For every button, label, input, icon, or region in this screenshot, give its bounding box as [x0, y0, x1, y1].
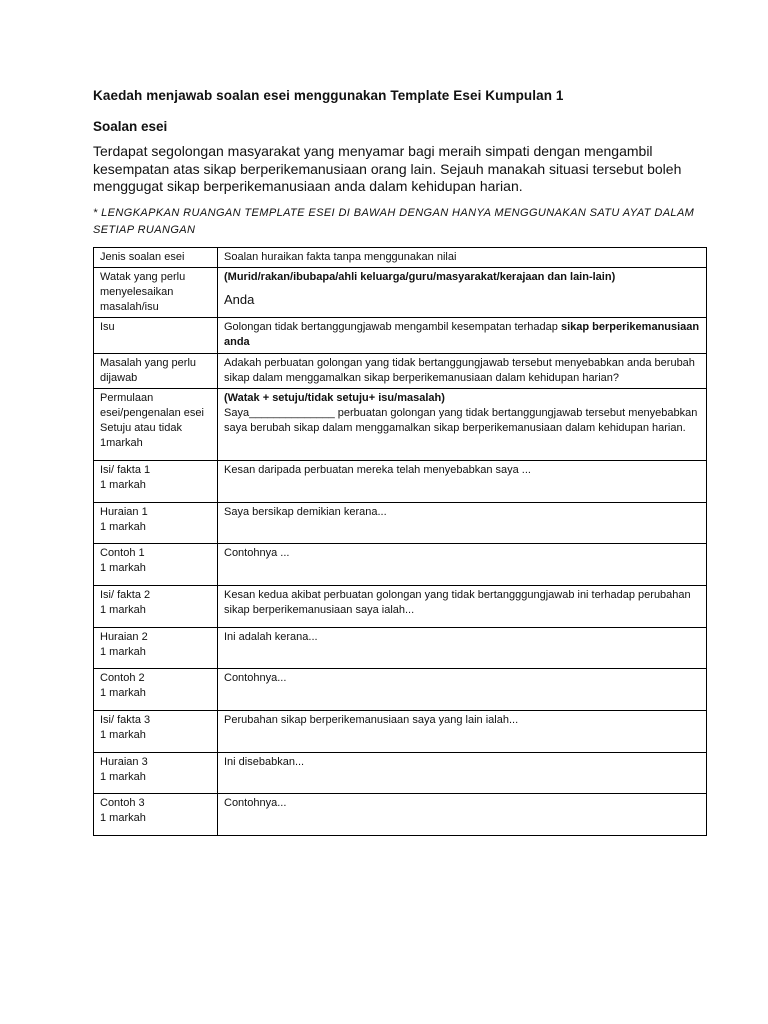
- table-row: [94, 318, 707, 354]
- row-label: [94, 669, 218, 711]
- row-content: [218, 318, 707, 354]
- row-label: Isu: [94, 318, 218, 354]
- table-row: [94, 669, 707, 711]
- row-content: Kesan daripada perbuatan mereka telah menyebabkan saya ...: [218, 461, 707, 503]
- row-label: Watak yang perlu menyelesaikan masalah/isu: [94, 268, 218, 318]
- row-content-extra: Anda: [224, 292, 255, 307]
- row-label-line: Isi/ fakta 2: [100, 589, 151, 601]
- row-content: [218, 268, 707, 318]
- row-content: Contohnya ...: [218, 544, 707, 586]
- row-content: Kesan kedua akibat perbuatan golongan yang tidak bertangggungjawab ini terhadap perubahan sikap berperikemanusiaan saya ialah...: [218, 586, 707, 628]
- table-row: [94, 503, 707, 544]
- table-row: [94, 628, 707, 669]
- row-content: Perubahan sikap berperikemanusiaan saya yang lain ialah...: [218, 711, 707, 753]
- row-label-line: Permulaan esei/pengenalan esei: [100, 392, 204, 419]
- table-row: [94, 586, 707, 628]
- table-row: [94, 753, 707, 794]
- row-content: [218, 389, 707, 461]
- section-heading: Soalan esei: [93, 119, 168, 134]
- row-mark: 1 markah: [100, 562, 146, 574]
- row-content-bold: (Watak + setuju/tidak setuju+ isu/masalah): [224, 392, 445, 404]
- row-label: [94, 544, 218, 586]
- row-label-line: 1markah: [100, 437, 143, 449]
- row-content: Contohnya...: [218, 794, 707, 836]
- row-content: Ini disebabkan...: [218, 753, 707, 794]
- row-label-line: Huraian 3: [100, 756, 148, 768]
- row-mark: 1 markah: [100, 646, 146, 658]
- row-label-line: Setuju atau tidak: [100, 422, 182, 434]
- table-row: [94, 461, 707, 503]
- row-label: [94, 711, 218, 753]
- table-row: [94, 389, 707, 461]
- row-label-line: Contoh 1: [100, 547, 145, 559]
- row-content: Soalan huraikan fakta tanpa menggunakan nilai: [218, 248, 707, 268]
- row-label: [94, 794, 218, 836]
- row-label: Jenis soalan esei: [94, 248, 218, 268]
- instruction-note: * LENGKAPKAN RUANGAN TEMPLATE ESEI DI BAWAH DENGAN HANYA MENGGUNAKAN SATU AYAT DALAM SETIAP RUANGAN: [93, 207, 695, 236]
- page-title: Kaedah menjawab soalan esei menggunakan Template Esei Kumpulan 1: [93, 88, 564, 103]
- row-mark: 1 markah: [100, 729, 146, 741]
- row-mark: 1 markah: [100, 812, 146, 824]
- row-label-line: Huraian 2: [100, 631, 148, 643]
- table-row: [94, 794, 707, 836]
- essay-question: Terdapat segolongan masyarakat yang menyamar bagi meraih simpati dengan mengambil kesempatan atas sikap berperikemanusiaan orang lain. Sejauh manakah situasi tersebut boleh menggugat sikap berperikemanusiaan anda dalam kehidupan harian.: [93, 143, 682, 194]
- row-label: [94, 753, 218, 794]
- row-content-bold: (Murid/rakan/ibubapa/ahli keluarga/guru/masyarakat/kerajaan dan lain-lain): [224, 271, 616, 283]
- row-mark: 1 markah: [100, 687, 146, 699]
- row-label: [94, 461, 218, 503]
- row-label-line: Huraian 1: [100, 506, 148, 518]
- row-content: Adakah perbuatan golongan yang tidak bertanggungjawab tersebut menyebabkan anda berubah sikap dalam menggamalkan sikap berperikemanusiaan dalam kehidupan harian?: [218, 354, 707, 389]
- row-content: Ini adalah kerana...: [218, 628, 707, 669]
- row-mark: 1 markah: [100, 479, 146, 491]
- row-content-bold: sikap berperikemanusiaan anda: [224, 321, 700, 348]
- row-label: [94, 389, 218, 461]
- row-content: Saya bersikap demikian kerana...: [218, 503, 707, 544]
- essay-template-table: [93, 247, 707, 836]
- row-label-line: Contoh 3: [100, 797, 145, 809]
- row-content-plain: Saya______________ perbuatan golongan yang tidak bertanggungjawab tersebut menyebabkan saya berubah sikap dalam menggamalkan sikap berperikemanusiaan dalam kehidupan harian.: [224, 407, 698, 434]
- row-mark: 1 markah: [100, 604, 146, 616]
- table-row: [94, 268, 707, 318]
- row-content: Contohnya...: [218, 669, 707, 711]
- row-label-line: Contoh 2: [100, 672, 145, 684]
- row-label: [94, 503, 218, 544]
- row-mark: 1 markah: [100, 771, 146, 783]
- row-mark: 1 markah: [100, 521, 146, 533]
- table-row: [94, 544, 707, 586]
- table-row: [94, 711, 707, 753]
- table-row: [94, 248, 707, 268]
- row-label-line: Isi/ fakta 1: [100, 464, 151, 476]
- table-row: [94, 354, 707, 389]
- row-label: Masalah yang perlu dijawab: [94, 354, 218, 389]
- row-label: [94, 586, 218, 628]
- row-content-plain: Golongan tidak bertanggungjawab mengambil kesempatan terhadap: [224, 321, 561, 333]
- row-label: [94, 628, 218, 669]
- row-label-line: Isi/ fakta 3: [100, 714, 151, 726]
